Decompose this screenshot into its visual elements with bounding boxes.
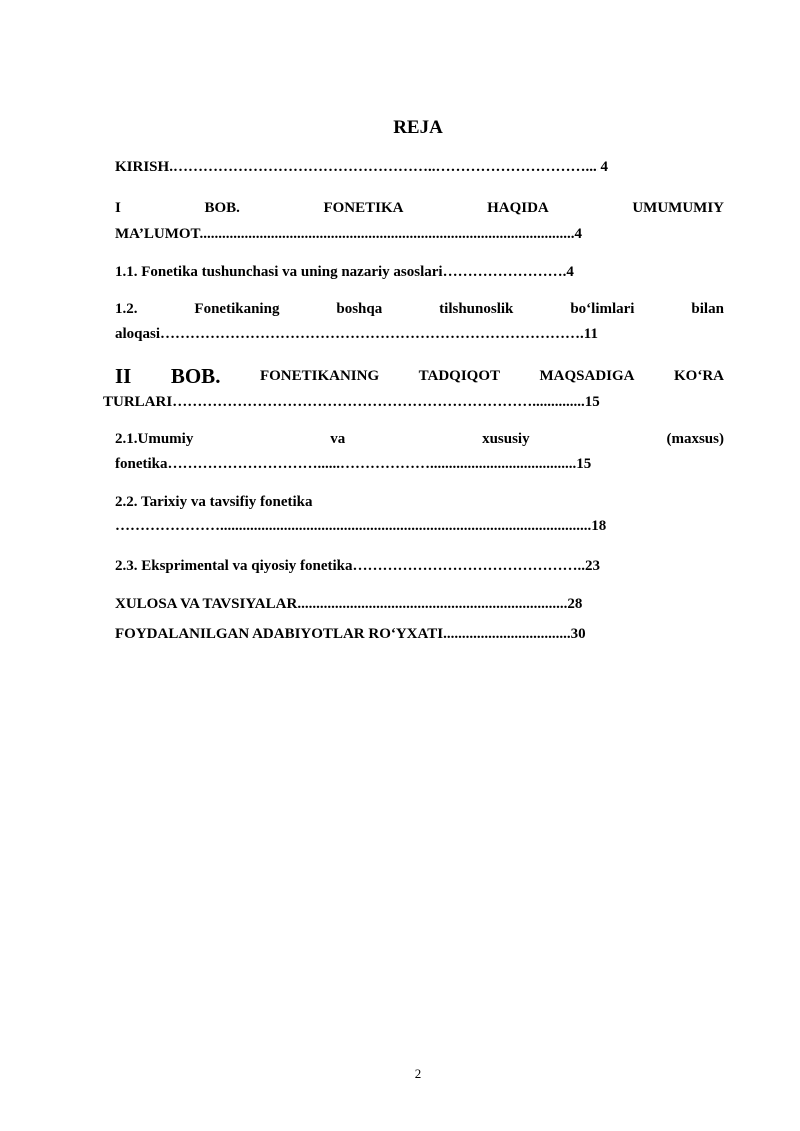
toc-label: XULOSA VA TAVSIYALAR: [115, 596, 298, 612]
toc-word: HAQIDA: [487, 200, 549, 216]
toc-page-number: 11: [583, 326, 598, 342]
toc-leader: …………………………......……………….......................................: [167, 456, 577, 472]
toc-label: 2.3. Eksprimental va qiyosiy fonetika: [115, 558, 353, 574]
toc-entry-bob2-line2[interactable]: [103, 393, 600, 411]
toc-word: BOB.: [204, 200, 240, 216]
toc-word: (maxsus): [666, 431, 724, 447]
toc-leader: ………………………………………..: [352, 558, 586, 574]
toc-entry-1-1[interactable]: [115, 263, 574, 281]
toc-word: boshqa: [336, 301, 383, 317]
toc-leader: ....................................................................................................: [199, 226, 575, 242]
toc-leader: ………………………………………………………………………….: [160, 326, 584, 342]
toc-word: xususiy: [482, 431, 530, 447]
toc-page-number: 18: [591, 518, 607, 534]
toc-word: KO‘RA: [674, 368, 724, 384]
toc-page-number: 4: [600, 159, 608, 175]
toc-word: 1.2.: [115, 301, 138, 317]
toc-label: KIRISH: [115, 159, 170, 175]
toc-entry-bob1-line2[interactable]: [115, 225, 582, 243]
toc-label: fonetika: [115, 456, 168, 472]
toc-entry-kirish[interactable]: [115, 158, 608, 176]
toc-leader: .……………………………………………..…………………………...: [169, 159, 601, 175]
toc-label: TURLARI: [103, 394, 173, 410]
toc-page-number: 4: [566, 264, 574, 280]
toc-label: FOYDALANILGAN ADABIYOTLAR RO‘YXATI: [115, 626, 444, 642]
toc-word: 2.1.Umumiy: [115, 431, 194, 447]
toc-word: II: [115, 364, 132, 388]
toc-label: aloqasi: [115, 326, 161, 342]
toc-word: BOB.: [170, 364, 221, 388]
toc-word: va: [330, 431, 346, 447]
toc-leader: …………………...................................................................................................: [115, 518, 592, 534]
toc-label: 1.1. Fonetika tushunchasi va uning nazariy asoslari: [115, 264, 443, 280]
page-title: REJA: [393, 117, 443, 138]
page-number: 2: [414, 1066, 422, 1081]
toc-entry-2-1-line2[interactable]: [115, 455, 591, 473]
toc-label: 2.2. Tarixiy va tavsifiy fonetika: [115, 494, 313, 510]
toc-leader: ..................................: [443, 626, 571, 642]
toc-leader: ………………………………………………………………..............: [172, 394, 585, 410]
toc-word: bilan: [691, 301, 724, 317]
toc-word: I: [115, 200, 121, 216]
toc-entry-1-2-line2[interactable]: [115, 325, 598, 343]
toc-word: UMUMUMIY: [632, 200, 724, 216]
toc-word: FONETIKANING: [259, 368, 380, 384]
toc-page-number: 30: [570, 626, 586, 642]
toc-page-number: 4: [574, 226, 582, 242]
toc-entry-1-2-line1[interactable]: [115, 300, 724, 318]
toc-word: bo‘limlari: [570, 301, 635, 317]
toc-entry-2-2-line1[interactable]: [115, 493, 313, 511]
toc-entry-bob2-line1[interactable]: [115, 365, 724, 387]
toc-entry-2-2-line2[interactable]: [115, 517, 606, 535]
toc-label: MA’LUMOT: [115, 226, 200, 242]
toc-leader: …………………….: [442, 264, 567, 280]
toc-word: MAQSADIGA: [539, 368, 635, 384]
toc-entry-xulosa[interactable]: [115, 595, 582, 613]
toc-page-number: 23: [585, 558, 601, 574]
toc-word: tilshunoslik: [439, 301, 514, 317]
toc-entry-2-1-line1[interactable]: [115, 430, 724, 448]
toc-page-number: 15: [576, 456, 592, 472]
toc-leader: ........................................................................: [297, 596, 568, 612]
toc-word: Fonetikaning: [194, 301, 280, 317]
toc-word: FONETIKA: [323, 200, 404, 216]
toc-page-number: 28: [567, 596, 583, 612]
toc-entry-adabiyotlar[interactable]: [115, 625, 586, 643]
toc-word: TADQIQOT: [418, 368, 501, 384]
toc-page-number: 15: [584, 394, 600, 410]
toc-entry-2-3[interactable]: [115, 557, 600, 575]
toc-entry-bob1-line1[interactable]: [115, 199, 724, 217]
